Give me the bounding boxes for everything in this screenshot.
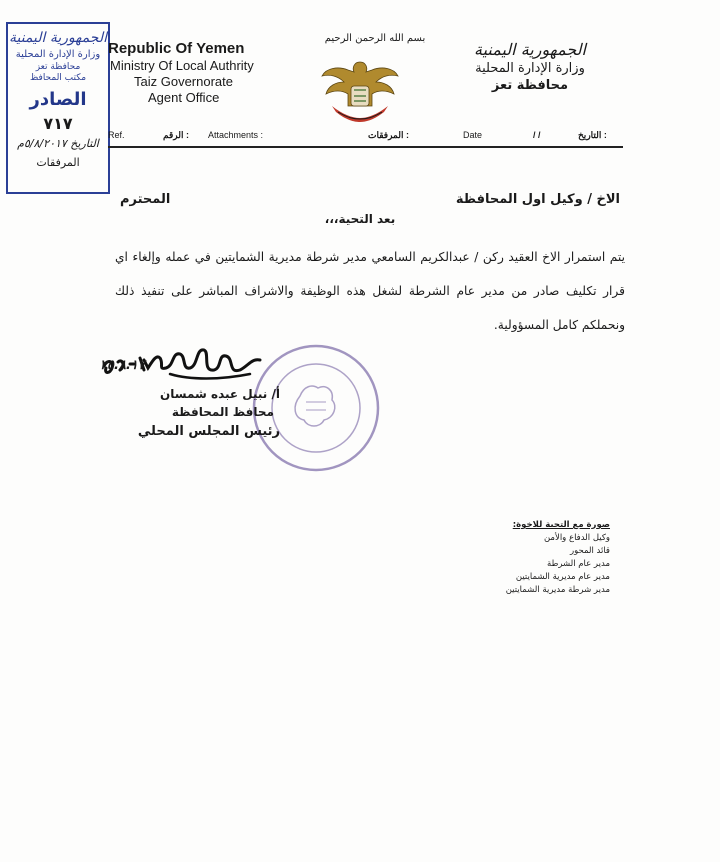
stamp-date: التاريخ ٥/٨/٢٠١٧م — [17, 137, 99, 150]
header-en-line-1: Republic Of Yemen — [108, 40, 245, 57]
attachments-ar-label: المرفقات : — [368, 130, 409, 140]
header-en-line-3: Taiz Governorate — [134, 74, 233, 89]
ref-ar-label: الرقم : — [163, 130, 190, 140]
attachments-en-label: Attachments : — [208, 130, 264, 140]
cc-heading: صورة مع التحية للاخوة: — [512, 520, 610, 530]
ref-en-label: Ref. — [108, 130, 125, 140]
signature-date: ٢٥.٨.١٧ — [100, 358, 145, 373]
date-value: / / — [533, 130, 541, 140]
english-letterhead — [108, 40, 288, 106]
cc-item: وكيل الدفاع والأمن — [543, 533, 610, 543]
yemen-eagle-emblem-icon — [318, 56, 402, 126]
stamp-line-4: مكتب المحافظ — [29, 73, 87, 83]
outgoing-stamp — [6, 22, 110, 194]
signatory-title-2: رئيس المجلس المحلي — [137, 424, 280, 439]
date-ar-label: التاريخ : — [578, 130, 607, 140]
recipient: الاخ / وكيل اول المحافظة — [455, 192, 620, 207]
signatory-title: محافظ المحافظة — [171, 405, 274, 419]
header-en-line-4: Agent Office — [148, 90, 220, 105]
greeting: بعد التحية،،، — [324, 212, 396, 226]
cc-item: قائد المحور — [569, 546, 610, 556]
signatory-name: أ/ نبيل عبده شمسان — [160, 387, 280, 401]
header-ar-line-2: وزارة الإدارة المحلية — [475, 61, 585, 76]
header-ar-line-3: محافظة تعز — [491, 78, 569, 93]
stamp-line-1: الجمهورية اليمنية — [8, 30, 107, 46]
arabic-letterhead — [440, 40, 620, 93]
stamp-number: ٧١٧ — [43, 114, 73, 133]
header-ar-line-1: الجمهورية اليمنية — [473, 40, 586, 59]
stamp-line-3: محافظة تعز — [35, 62, 81, 72]
cc-item: مدير عام مديرية الشمايتين — [515, 572, 610, 582]
stamp-line-5: الصادر — [29, 89, 87, 110]
letter-body: يتم استمرار الاخ العقيد ركن / عبدالكريم السامعي مدير شرطة مديرية الشمايتين في عمله وإلغاء اي قرار تكليف صادر من مدير عام الشرطة لشغل هذه الوظيفة والاشراف المباشر على تنفيذ ذلك ونحملكم كامل المسؤولية. — [115, 250, 625, 332]
signatory-block — [130, 385, 280, 443]
basmala: بسم الله الرحمن الرحيم — [324, 33, 426, 44]
cc-item: مدير شرطة مديرية الشمايتين — [505, 585, 610, 595]
header-divider — [108, 146, 623, 148]
header-en-line-2: Ministry Of Local Authrity — [110, 58, 254, 73]
stamp-line-2: وزارة الإدارة المحلية — [15, 49, 101, 60]
reference-row — [108, 126, 618, 148]
stamp-attachments: المرفقات — [36, 156, 80, 169]
honorific: المحترم — [120, 192, 171, 207]
cc-list — [430, 519, 610, 597]
cc-item: مدير عام الشرطة — [547, 559, 610, 569]
date-en-label: Date — [463, 130, 483, 140]
